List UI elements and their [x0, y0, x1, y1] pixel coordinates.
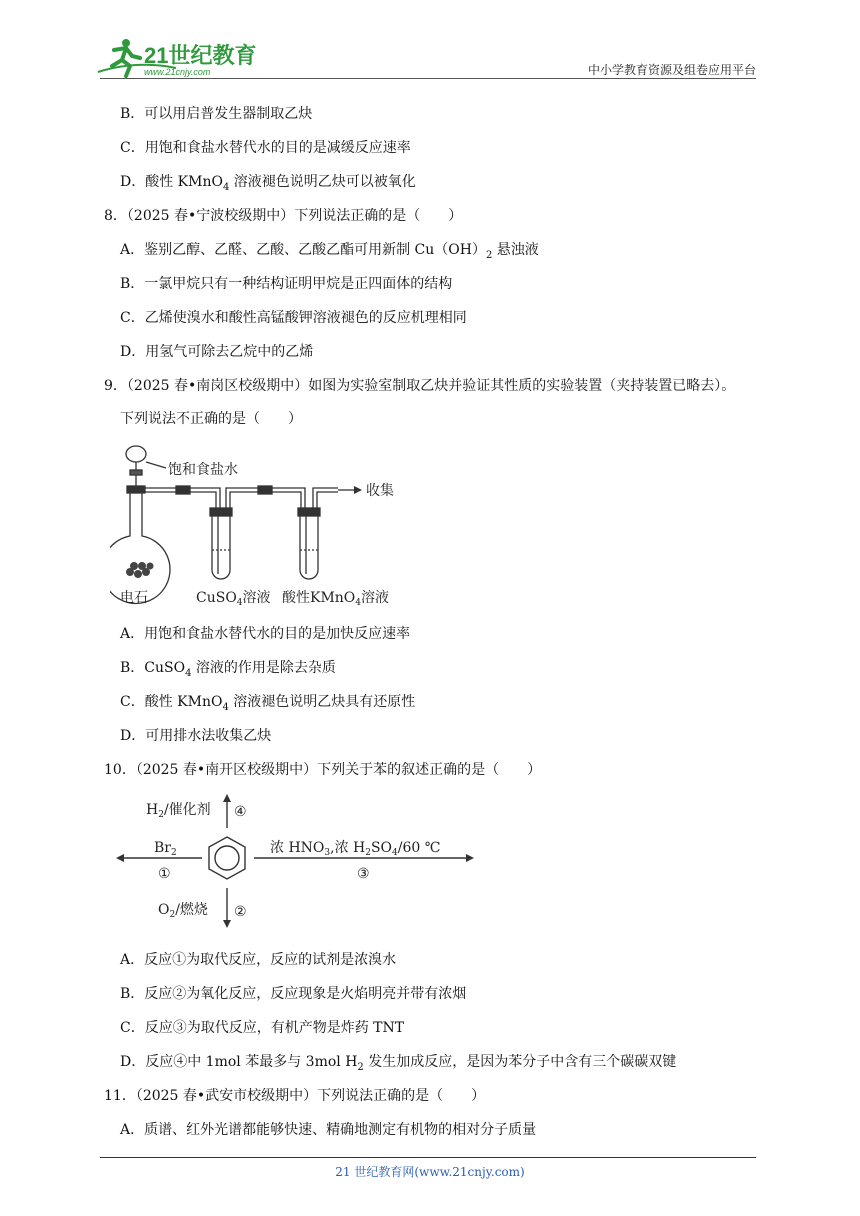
logo — [96, 36, 266, 78]
q8-option-a: A．鉴别乙醇、乙醛、乙酸、乙酸乙酯可用新制 $Cu(OH)_2$ 悬浊液 — [120, 242, 539, 261]
svg-text:酸性KMnO4溶液: 酸性KMnO$_4$溶液 — [282, 590, 390, 608]
separatory-funnel — [126, 446, 146, 462]
acetylene-apparatus-figure — [110, 438, 400, 610]
q10-option-b: B．反应②为氧化反应，反应现象是火焰明亮并带有浓烟 — [120, 986, 467, 1002]
header-divider — [100, 78, 756, 79]
svg-text:Br2: $Br_2$ — [154, 840, 177, 858]
q9-stem-line1: 9．（2025 春•南岗区校级期中）如图为实验室制取乙炔并验证其性质的实验装置（夹持装置已略去）。 — [104, 378, 736, 394]
page-header — [0, 0, 860, 80]
svg-text:电石: 电石 — [120, 590, 148, 606]
q9-option-b: B．CuSO$_4$ 溶液的作用是除去杂质 — [120, 660, 336, 679]
q11-option-a: A．质谱、红外光谱都能够快速、精确地测定有机物的相对分子质量 — [120, 1122, 537, 1138]
q9-stem-line2: 下列说法不正确的是（ ） — [120, 411, 302, 427]
svg-text:①: ① — [158, 866, 171, 882]
q7-option-b: B．可以用启普发生器制取乙炔 — [120, 106, 313, 122]
q8-stem: 8．（2025 春•宁波校级期中）下列说法正确的是（ ） — [104, 208, 463, 224]
header-right-text: 中小学教育资源及组卷应用平台 — [587, 63, 756, 77]
test-tube-cuso4 — [212, 510, 230, 579]
q9-option-d: D．可用排水法收集乙炔 — [120, 728, 272, 744]
svg-text:②: ② — [234, 904, 247, 920]
footer-divider — [100, 1157, 756, 1158]
q8-option-c: C．乙烯使溴水和酸性高锰酸钾溶液褪色的反应机理相同 — [120, 310, 467, 326]
q9-option-a: A．用饱和食盐水替代水的目的是加快反应速率 — [120, 626, 411, 642]
q10-stem: 10．（2025 春•南开区校级期中）下列关于苯的叙述正确的是（ ） — [104, 762, 542, 778]
q7-option-d: D．酸性 KMnO$_4$ 溶液褪色说明乙炔可以被氧化 — [120, 174, 416, 193]
benzene-reactions-figure — [114, 790, 474, 930]
q10-option-a: A．反应①为取代反应，反应的试剂是浓溴水 — [120, 952, 397, 968]
q10-option-c: C．反应③为取代反应，有机产物是炸药 TNT — [120, 1020, 405, 1036]
q11-stem: 11．（2025 春•武安市校级期中）下列说法正确的是（ ） — [104, 1088, 486, 1104]
svg-text:饱和食盐水: 饱和食盐水 — [168, 462, 238, 478]
calcium-carbide — [126, 562, 154, 578]
q9-option-c: C．酸性 KMnO$_4$ 溶液褪色说明乙炔具有还原性 — [120, 694, 416, 713]
q8-option-d: D．用氢气可除去乙烷中的乙烯 — [120, 344, 314, 360]
svg-text:CuSO4溶液: CuSO$_4$溶液 — [196, 590, 271, 608]
q10-option-d: D．反应④中 1mol 苯最多与 3mol $H_2$ 发生加成反应，是因为苯分子中含有三个碳碳双键 — [120, 1054, 677, 1073]
footer-link[interactable]: 21 世纪教育网(www.21cnjy.com) — [335, 1165, 525, 1179]
svg-text:H2/催化剂: $H_2/$催化剂 — [146, 802, 211, 820]
round-bottom-flask — [110, 490, 170, 603]
svg-text:浓 HNO3,浓 H2SO4/60 ℃: 浓 $HNO_3$,浓 $H_2SO_4/60$ ℃ — [270, 840, 441, 858]
svg-text:收集: 收集 — [366, 483, 394, 499]
svg-text:O2/燃烧: $O_2/$燃烧 — [158, 902, 208, 920]
q8-option-b: B．一氯甲烷只有一种结构证明甲烷是正四面体的结构 — [120, 276, 453, 292]
test-tube-kmno4 — [300, 510, 318, 579]
svg-text:www.21cnjy.com: www.21cnjy.com — [144, 67, 211, 77]
q7-option-c: C．用饱和食盐水替代水的目的是减缓反应速率 — [120, 140, 411, 156]
svg-text:④: ④ — [234, 804, 247, 820]
svg-text:21世纪教育: 21世纪教育 — [144, 43, 257, 68]
svg-text:③: ③ — [357, 866, 370, 882]
